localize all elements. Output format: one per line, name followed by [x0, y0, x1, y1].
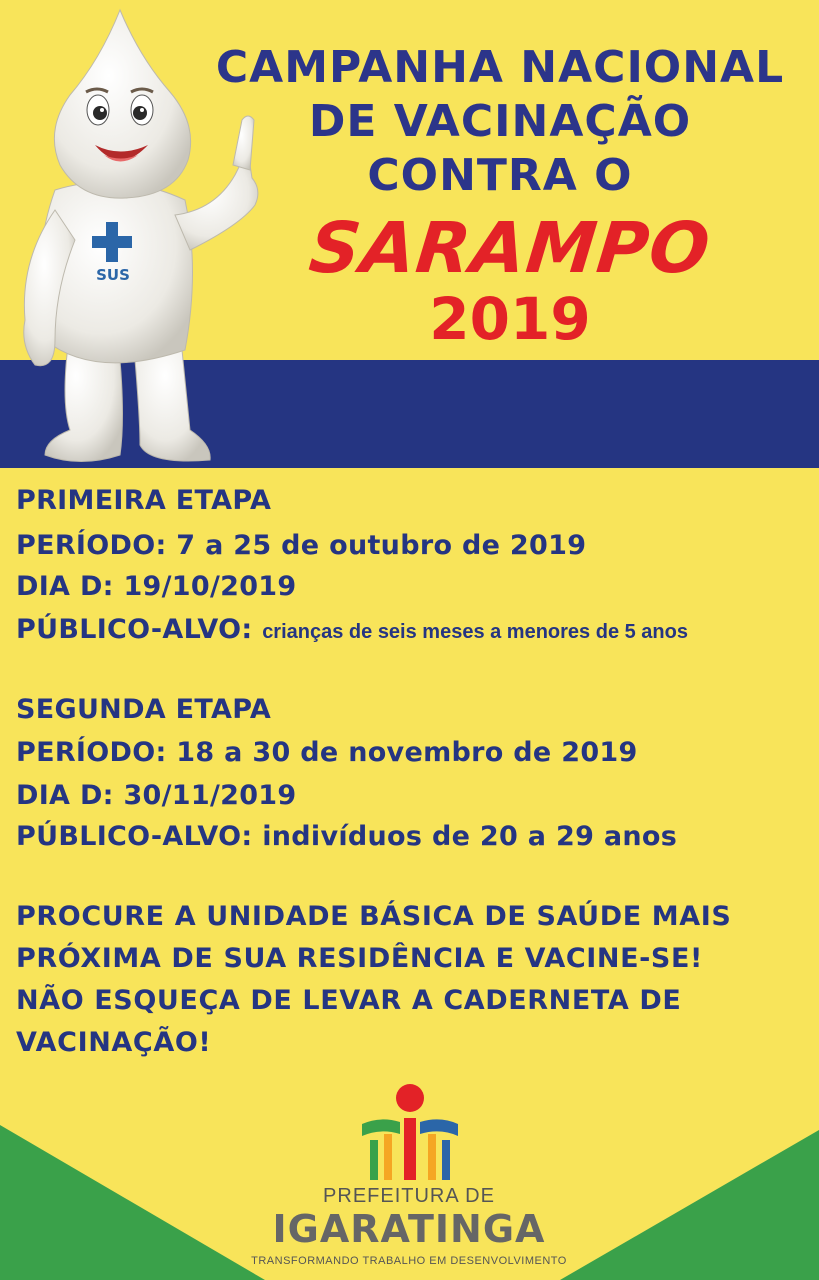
stage2-period: PERÍODO: 18 a 30 de novembro de 2019: [16, 737, 638, 768]
stage2-heading: SEGUNDA ETAPA: [16, 694, 272, 725]
stage1-heading: PRIMEIRA ETAPA: [16, 485, 272, 516]
disease-name: SARAMPO: [305, 207, 715, 289]
title-line-3: CONTRA O: [367, 150, 633, 201]
campaign-year: 2019: [429, 285, 591, 353]
org-tagline: TRANSFORMANDO TRABALHO EM DESENVOLVIMENTO: [251, 1255, 567, 1267]
cta-line-4: VACINAÇÃO!: [16, 1027, 212, 1058]
stage1-period: PERÍODO: 7 a 25 de outubro de 2019: [16, 530, 587, 561]
sus-badge-label: SUS: [96, 266, 130, 284]
stage2-audience-label: PÚBLICO-ALVO:: [16, 821, 253, 852]
title-line-2: DE VACINAÇÃO: [308, 96, 692, 147]
igaratinga-logo-icon: [360, 1082, 460, 1182]
org-name: IGARATINGA: [272, 1207, 546, 1251]
stage1-day-d: DIA D: 19/10/2019: [16, 571, 297, 602]
stage1-audience: [16, 613, 688, 649]
cta-line-1: PROCURE A UNIDADE BÁSICA DE SAÚDE MAIS: [16, 901, 732, 932]
title-line-1: CAMPANHA NACIONAL: [215, 42, 785, 93]
cta-line-2: PRÓXIMA DE SUA RESIDÊNCIA E VACINE-SE!: [16, 943, 703, 974]
org-prefix: PREFEITURA DE: [323, 1185, 495, 1207]
cta-line-3: NÃO ESQUEÇA DE LEVAR A CADERNETA DE: [16, 985, 682, 1016]
sus-cross-icon: [92, 222, 132, 262]
stage1-audience-value: crianças de seis meses a menores de 5 anos: [262, 621, 688, 643]
stage2-day-d: DIA D: 30/11/2019: [16, 780, 297, 811]
stage2-audience-value: indivíduos de 20 a 29 anos: [262, 821, 678, 852]
stage1-audience-label: PÚBLICO-ALVO:: [16, 614, 253, 645]
stage2-audience: [16, 820, 677, 854]
